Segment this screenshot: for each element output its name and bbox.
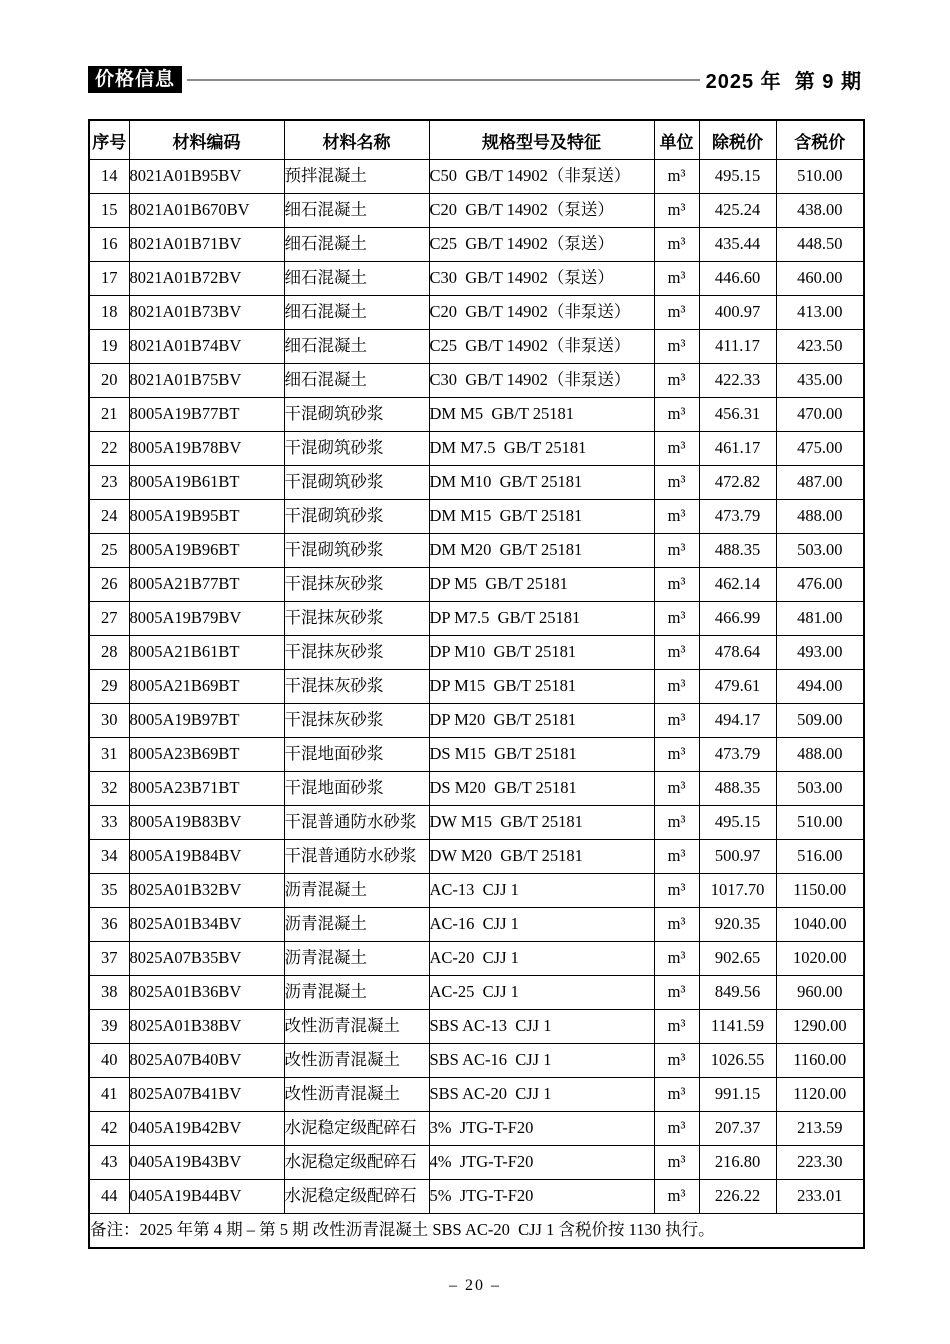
table-cell: 233.01 bbox=[776, 1180, 864, 1214]
table-cell: 472.82 bbox=[699, 466, 776, 500]
table-cell: 3% JTG-T-F20 bbox=[429, 1112, 654, 1146]
table-row bbox=[89, 840, 864, 874]
table-cell: 425.24 bbox=[699, 194, 776, 228]
table-cell: 8025A01B34BV bbox=[129, 908, 284, 942]
table-row bbox=[89, 296, 864, 330]
table-cell: 1017.70 bbox=[699, 874, 776, 908]
table-cell: 8005A21B77BT bbox=[129, 568, 284, 602]
table-cell: 960.00 bbox=[776, 976, 864, 1010]
price-table bbox=[88, 119, 865, 1249]
table-cell: 40 bbox=[89, 1044, 129, 1078]
table-cell: m³ bbox=[654, 160, 699, 194]
table-cell: C20 GB/T 14902（泵送） bbox=[429, 194, 654, 228]
table-cell: 干混抹灰砂浆 bbox=[284, 704, 429, 738]
table-cell: 435.44 bbox=[699, 228, 776, 262]
table-row bbox=[89, 670, 864, 704]
table-cell: 448.50 bbox=[776, 228, 864, 262]
table-cell: 400.97 bbox=[699, 296, 776, 330]
table-cell: 488.00 bbox=[776, 738, 864, 772]
table-row bbox=[89, 738, 864, 772]
table-row bbox=[89, 262, 864, 296]
table-cell: m³ bbox=[654, 1180, 699, 1214]
table-cell: 8021A01B670BV bbox=[129, 194, 284, 228]
table-header-row bbox=[89, 120, 864, 160]
column-header: 单位 bbox=[654, 120, 699, 160]
table-cell: SBS AC-13 CJJ 1 bbox=[429, 1010, 654, 1044]
table-cell: 460.00 bbox=[776, 262, 864, 296]
table-cell: SBS AC-16 CJJ 1 bbox=[429, 1044, 654, 1078]
table-row bbox=[89, 500, 864, 534]
table-cell: 干混抹灰砂浆 bbox=[284, 568, 429, 602]
table-cell: 干混抹灰砂浆 bbox=[284, 602, 429, 636]
table-cell: m³ bbox=[654, 330, 699, 364]
table-cell: 27 bbox=[89, 602, 129, 636]
table-cell: DW M20 GB/T 25181 bbox=[429, 840, 654, 874]
table-cell: 14 bbox=[89, 160, 129, 194]
table-cell: m³ bbox=[654, 602, 699, 636]
table-row bbox=[89, 772, 864, 806]
table-cell: 沥青混凝土 bbox=[284, 976, 429, 1010]
table-cell: 8025A07B35BV bbox=[129, 942, 284, 976]
table-cell: 31 bbox=[89, 738, 129, 772]
table-cell: 干混普通防水砂浆 bbox=[284, 806, 429, 840]
table-cell: m³ bbox=[654, 772, 699, 806]
note-row bbox=[89, 1214, 864, 1249]
table-cell: C50 GB/T 14902（非泵送） bbox=[429, 160, 654, 194]
table-cell: 20 bbox=[89, 364, 129, 398]
table-cell: 503.00 bbox=[776, 772, 864, 806]
table-cell: 干混砌筑砂浆 bbox=[284, 398, 429, 432]
table-cell: DM M15 GB/T 25181 bbox=[429, 500, 654, 534]
column-header: 规格型号及特征 bbox=[429, 120, 654, 160]
table-cell: 413.00 bbox=[776, 296, 864, 330]
table-cell: 207.37 bbox=[699, 1112, 776, 1146]
table-row bbox=[89, 806, 864, 840]
table-cell: 8005A19B84BV bbox=[129, 840, 284, 874]
table-cell: DP M10 GB/T 25181 bbox=[429, 636, 654, 670]
table-cell: m³ bbox=[654, 500, 699, 534]
table-cell: 8021A01B72BV bbox=[129, 262, 284, 296]
table-cell: 8025A01B38BV bbox=[129, 1010, 284, 1044]
table-cell: 8025A01B32BV bbox=[129, 874, 284, 908]
table-cell: 改性沥青混凝土 bbox=[284, 1010, 429, 1044]
table-cell: 42 bbox=[89, 1112, 129, 1146]
table-cell: m³ bbox=[654, 976, 699, 1010]
table-cell: 423.50 bbox=[776, 330, 864, 364]
table-cell: 1026.55 bbox=[699, 1044, 776, 1078]
table-cell: 细石混凝土 bbox=[284, 262, 429, 296]
table-cell: 438.00 bbox=[776, 194, 864, 228]
table-row bbox=[89, 942, 864, 976]
table-cell: 干混砌筑砂浆 bbox=[284, 500, 429, 534]
table-cell: 8025A07B40BV bbox=[129, 1044, 284, 1078]
column-header: 材料编码 bbox=[129, 120, 284, 160]
table-cell: 493.00 bbox=[776, 636, 864, 670]
table-cell: DM M5 GB/T 25181 bbox=[429, 398, 654, 432]
table-cell: DP M20 GB/T 25181 bbox=[429, 704, 654, 738]
table-cell: m³ bbox=[654, 364, 699, 398]
page-number: – 20 – bbox=[449, 1277, 501, 1294]
table-cell: 849.56 bbox=[699, 976, 776, 1010]
table-cell: 494.00 bbox=[776, 670, 864, 704]
table-cell: 干混普通防水砂浆 bbox=[284, 840, 429, 874]
table-cell: DW M15 GB/T 25181 bbox=[429, 806, 654, 840]
table-row bbox=[89, 1112, 864, 1146]
table-cell: 509.00 bbox=[776, 704, 864, 738]
table-cell: 488.35 bbox=[699, 772, 776, 806]
table-cell: 32 bbox=[89, 772, 129, 806]
table-cell: 473.79 bbox=[699, 500, 776, 534]
column-header: 含税价 bbox=[776, 120, 864, 160]
table-cell: 干混抹灰砂浆 bbox=[284, 636, 429, 670]
table-cell: 476.00 bbox=[776, 568, 864, 602]
table-cell: m³ bbox=[654, 228, 699, 262]
table-cell: 8005A19B77BT bbox=[129, 398, 284, 432]
table-cell: 干混砌筑砂浆 bbox=[284, 466, 429, 500]
table-row bbox=[89, 908, 864, 942]
table-cell: m³ bbox=[654, 738, 699, 772]
table-cell: C25 GB/T 14902（泵送） bbox=[429, 228, 654, 262]
table-cell: 5% JTG-T-F20 bbox=[429, 1180, 654, 1214]
table-row bbox=[89, 160, 864, 194]
table-cell: 干混抹灰砂浆 bbox=[284, 670, 429, 704]
table-cell: 8025A01B36BV bbox=[129, 976, 284, 1010]
table-cell: m³ bbox=[654, 1010, 699, 1044]
table-cell: C20 GB/T 14902（非泵送） bbox=[429, 296, 654, 330]
table-cell: 细石混凝土 bbox=[284, 364, 429, 398]
column-header: 序号 bbox=[89, 120, 129, 160]
table-row bbox=[89, 194, 864, 228]
table-row bbox=[89, 398, 864, 432]
table-cell: 411.17 bbox=[699, 330, 776, 364]
table-row bbox=[89, 704, 864, 738]
table-cell: m³ bbox=[654, 1112, 699, 1146]
page-header bbox=[88, 66, 862, 93]
table-cell: m³ bbox=[654, 704, 699, 738]
table-cell: 473.79 bbox=[699, 738, 776, 772]
table-cell: 488.35 bbox=[699, 534, 776, 568]
table-cell: 38 bbox=[89, 976, 129, 1010]
section-banner: 价格信息 bbox=[88, 66, 182, 93]
table-cell: 44 bbox=[89, 1180, 129, 1214]
table-cell: 1160.00 bbox=[776, 1044, 864, 1078]
table-cell: 8021A01B95BV bbox=[129, 160, 284, 194]
table-cell: 1141.59 bbox=[699, 1010, 776, 1044]
table-cell: 23 bbox=[89, 466, 129, 500]
table-row bbox=[89, 1146, 864, 1180]
table-cell: 1290.00 bbox=[776, 1010, 864, 1044]
table-row bbox=[89, 636, 864, 670]
table-cell: m³ bbox=[654, 636, 699, 670]
table-cell: 水泥稳定级配碎石 bbox=[284, 1146, 429, 1180]
table-cell: 435.00 bbox=[776, 364, 864, 398]
table-cell: 沥青混凝土 bbox=[284, 942, 429, 976]
table-cell: 22 bbox=[89, 432, 129, 466]
table-cell: 干混砌筑砂浆 bbox=[284, 432, 429, 466]
table-cell: 920.35 bbox=[699, 908, 776, 942]
table-cell: m³ bbox=[654, 670, 699, 704]
table-row bbox=[89, 330, 864, 364]
table-cell: m³ bbox=[654, 466, 699, 500]
table-cell: 细石混凝土 bbox=[284, 194, 429, 228]
table-cell: 43 bbox=[89, 1146, 129, 1180]
table-cell: 28 bbox=[89, 636, 129, 670]
table-cell: AC-20 CJJ 1 bbox=[429, 942, 654, 976]
column-header: 除税价 bbox=[699, 120, 776, 160]
table-cell: 干混地面砂浆 bbox=[284, 772, 429, 806]
table-cell: m³ bbox=[654, 432, 699, 466]
table-cell: 461.17 bbox=[699, 432, 776, 466]
table-cell: 446.60 bbox=[699, 262, 776, 296]
table-row bbox=[89, 1180, 864, 1214]
table-row bbox=[89, 602, 864, 636]
table-cell: 902.65 bbox=[699, 942, 776, 976]
table-cell: 34 bbox=[89, 840, 129, 874]
table-row bbox=[89, 432, 864, 466]
table-cell: 细石混凝土 bbox=[284, 330, 429, 364]
table-cell: 500.97 bbox=[699, 840, 776, 874]
table-cell: 17 bbox=[89, 262, 129, 296]
table-cell: 36 bbox=[89, 908, 129, 942]
table-cell: AC-25 CJJ 1 bbox=[429, 976, 654, 1010]
table-cell: 495.15 bbox=[699, 806, 776, 840]
table-cell: m³ bbox=[654, 194, 699, 228]
issue-label: 2025 年 第 9 期 bbox=[705, 71, 862, 93]
header-rule bbox=[187, 79, 700, 81]
table-cell: 494.17 bbox=[699, 704, 776, 738]
table-cell: 预拌混凝土 bbox=[284, 160, 429, 194]
table-cell: 8005A23B69BT bbox=[129, 738, 284, 772]
table-cell: m³ bbox=[654, 1044, 699, 1078]
table-row bbox=[89, 534, 864, 568]
table-row bbox=[89, 466, 864, 500]
table-cell: 1020.00 bbox=[776, 942, 864, 976]
table-cell: 8005A21B61BT bbox=[129, 636, 284, 670]
table-cell: 8005A19B78BV bbox=[129, 432, 284, 466]
table-cell: 8021A01B73BV bbox=[129, 296, 284, 330]
table-cell: 478.64 bbox=[699, 636, 776, 670]
table-cell: m³ bbox=[654, 398, 699, 432]
table-cell: 8005A23B71BT bbox=[129, 772, 284, 806]
table-cell: 479.61 bbox=[699, 670, 776, 704]
table-cell: SBS AC-20 CJJ 1 bbox=[429, 1078, 654, 1112]
table-cell: 水泥稳定级配碎石 bbox=[284, 1112, 429, 1146]
table-cell: 24 bbox=[89, 500, 129, 534]
table-cell: m³ bbox=[654, 840, 699, 874]
table-cell: 39 bbox=[89, 1010, 129, 1044]
table-cell: 30 bbox=[89, 704, 129, 738]
table-cell: 26 bbox=[89, 568, 129, 602]
table-cell: 29 bbox=[89, 670, 129, 704]
table-cell: m³ bbox=[654, 534, 699, 568]
table-cell: 216.80 bbox=[699, 1146, 776, 1180]
table-cell: 510.00 bbox=[776, 806, 864, 840]
table-cell: m³ bbox=[654, 806, 699, 840]
table-cell: C30 GB/T 14902（泵送） bbox=[429, 262, 654, 296]
table-cell: m³ bbox=[654, 908, 699, 942]
table-cell: DP M7.5 GB/T 25181 bbox=[429, 602, 654, 636]
table-cell: 422.33 bbox=[699, 364, 776, 398]
table-row bbox=[89, 976, 864, 1010]
table-cell: DM M7.5 GB/T 25181 bbox=[429, 432, 654, 466]
table-row bbox=[89, 364, 864, 398]
table-cell: 19 bbox=[89, 330, 129, 364]
table-row bbox=[89, 1010, 864, 1044]
table-cell: m³ bbox=[654, 1078, 699, 1112]
column-header: 材料名称 bbox=[284, 120, 429, 160]
table-cell: 488.00 bbox=[776, 500, 864, 534]
table-cell: 16 bbox=[89, 228, 129, 262]
table-cell: C30 GB/T 14902（非泵送） bbox=[429, 364, 654, 398]
table-cell: 1150.00 bbox=[776, 874, 864, 908]
table-cell: DP M15 GB/T 25181 bbox=[429, 670, 654, 704]
table-cell: 8021A01B74BV bbox=[129, 330, 284, 364]
table-cell: AC-13 CJJ 1 bbox=[429, 874, 654, 908]
table-cell: 0405A19B43BV bbox=[129, 1146, 284, 1180]
table-cell: 水泥稳定级配碎石 bbox=[284, 1180, 429, 1214]
table-cell: DM M20 GB/T 25181 bbox=[429, 534, 654, 568]
table-cell: 213.59 bbox=[776, 1112, 864, 1146]
table-row bbox=[89, 874, 864, 908]
table-cell: m³ bbox=[654, 874, 699, 908]
table-cell: 503.00 bbox=[776, 534, 864, 568]
table-cell: 510.00 bbox=[776, 160, 864, 194]
table-cell: 干混砌筑砂浆 bbox=[284, 534, 429, 568]
table-cell: 沥青混凝土 bbox=[284, 908, 429, 942]
table-cell: 8005A19B97BT bbox=[129, 704, 284, 738]
table-cell: 475.00 bbox=[776, 432, 864, 466]
table-cell: 516.00 bbox=[776, 840, 864, 874]
table-cell: 481.00 bbox=[776, 602, 864, 636]
table-cell: 8025A07B41BV bbox=[129, 1078, 284, 1112]
table-cell: 226.22 bbox=[699, 1180, 776, 1214]
table-cell: 细石混凝土 bbox=[284, 228, 429, 262]
table-cell: m³ bbox=[654, 942, 699, 976]
table-cell: 1120.00 bbox=[776, 1078, 864, 1112]
table-cell: 改性沥青混凝土 bbox=[284, 1078, 429, 1112]
table-cell: m³ bbox=[654, 1146, 699, 1180]
table-cell: 18 bbox=[89, 296, 129, 330]
table-cell: 8005A19B96BT bbox=[129, 534, 284, 568]
table-body bbox=[89, 160, 864, 1214]
table-cell: 223.30 bbox=[776, 1146, 864, 1180]
table-cell: m³ bbox=[654, 296, 699, 330]
table-cell: 8005A19B79BV bbox=[129, 602, 284, 636]
table-cell: DP M5 GB/T 25181 bbox=[429, 568, 654, 602]
table-cell: 8021A01B75BV bbox=[129, 364, 284, 398]
table-cell: 487.00 bbox=[776, 466, 864, 500]
table-cell: DS M20 GB/T 25181 bbox=[429, 772, 654, 806]
table-cell: 456.31 bbox=[699, 398, 776, 432]
table-cell: 4% JTG-T-F20 bbox=[429, 1146, 654, 1180]
table-cell: 8005A19B95BT bbox=[129, 500, 284, 534]
table-cell: 沥青混凝土 bbox=[284, 874, 429, 908]
table-row bbox=[89, 1044, 864, 1078]
table-cell: 41 bbox=[89, 1078, 129, 1112]
table-cell: 0405A19B44BV bbox=[129, 1180, 284, 1214]
table-cell: DM M10 GB/T 25181 bbox=[429, 466, 654, 500]
table-cell: m³ bbox=[654, 262, 699, 296]
table-cell: 干混地面砂浆 bbox=[284, 738, 429, 772]
table-cell: 15 bbox=[89, 194, 129, 228]
table-cell: AC-16 CJJ 1 bbox=[429, 908, 654, 942]
table-cell: 495.15 bbox=[699, 160, 776, 194]
table-row bbox=[89, 568, 864, 602]
table-cell: m³ bbox=[654, 568, 699, 602]
table-row bbox=[89, 1078, 864, 1112]
table-cell: 0405A19B42BV bbox=[129, 1112, 284, 1146]
table-cell: 1040.00 bbox=[776, 908, 864, 942]
table-cell: DS M15 GB/T 25181 bbox=[429, 738, 654, 772]
table-cell: 35 bbox=[89, 874, 129, 908]
table-cell: 466.99 bbox=[699, 602, 776, 636]
table-cell: 8005A19B83BV bbox=[129, 806, 284, 840]
table-cell: 991.15 bbox=[699, 1078, 776, 1112]
table-row bbox=[89, 228, 864, 262]
table-cell: 470.00 bbox=[776, 398, 864, 432]
table-cell: 改性沥青混凝土 bbox=[284, 1044, 429, 1078]
note-cell: 备注：2025 年第 4 期 – 第 5 期 改性沥青混凝土 SBS AC-20 CJJ 1 含税价按 1130 执行。 bbox=[89, 1214, 864, 1249]
table-cell: 33 bbox=[89, 806, 129, 840]
table-cell: 8005A21B69BT bbox=[129, 670, 284, 704]
table-cell: 462.14 bbox=[699, 568, 776, 602]
table-cell: 8021A01B71BV bbox=[129, 228, 284, 262]
table-cell: C25 GB/T 14902（非泵送） bbox=[429, 330, 654, 364]
table-cell: 细石混凝土 bbox=[284, 296, 429, 330]
table-cell: 37 bbox=[89, 942, 129, 976]
table-cell: 21 bbox=[89, 398, 129, 432]
table-cell: 25 bbox=[89, 534, 129, 568]
table-cell: 8005A19B61BT bbox=[129, 466, 284, 500]
